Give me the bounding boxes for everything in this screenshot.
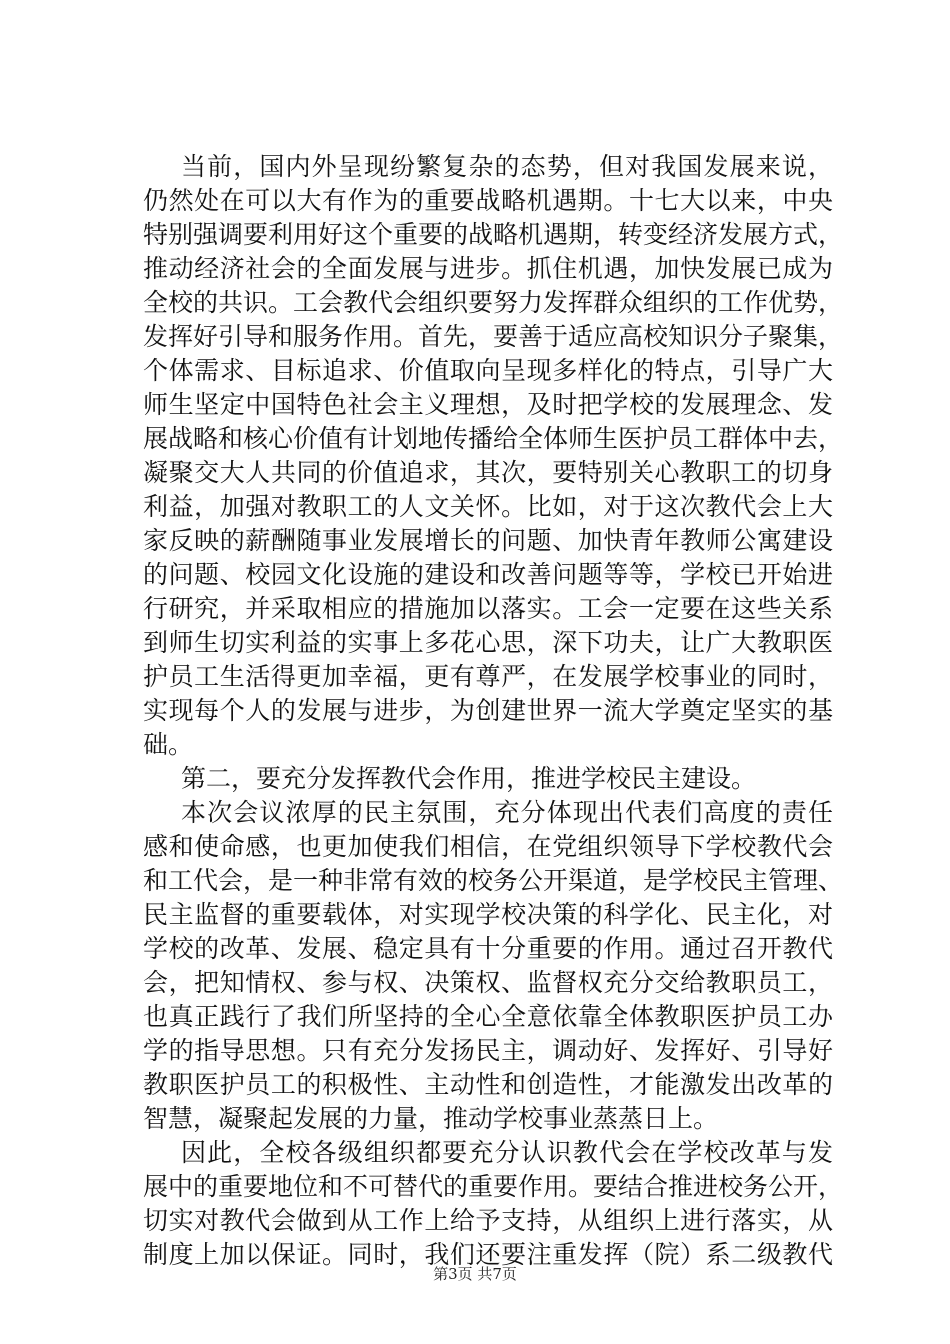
text-line: 利益，加强对教职工的人文关怀。比如，对于这次教代会上大	[143, 492, 833, 521]
text-line: 个体需求、目标追求、价值取向呈现多样化的特点，引导广大	[143, 356, 833, 385]
text-line: 展中的重要地位和不可替代的重要作用。要结合推进校务公开，	[143, 1172, 844, 1201]
text-line: 展战略和核心价值有计划地传播给全体师生医护员工群体中去，	[143, 424, 844, 453]
text-line: 教职医护员工的积极性、主动性和创造性，才能激发出改革的	[143, 1070, 833, 1099]
text-line: 智慧，凝聚起发展的力量，推动学校事业蒸蒸日上。	[143, 1104, 719, 1133]
text-line: 师生坚定中国特色社会主义理想，及时把学校的发展理念、发	[143, 390, 833, 419]
text-line: 也真正践行了我们所坚持的全心全意依靠全体教职医护员工办	[143, 1002, 833, 1031]
text-line: 推动经济社会的全面发展与进步。抓住机遇，加快发展已成为	[143, 254, 833, 283]
text-line: 行研究，并采取相应的措施加以落实。工会一定要在这些关系	[143, 594, 833, 623]
text-line: 和工代会，是一种非常有效的校务公开渠道，是学校民主管理、	[143, 866, 844, 895]
text-line: 本次会议浓厚的民主氛围，充分体现出代表们高度的责任	[181, 798, 833, 827]
text-line: 感和使命感，也更加使我们相信，在党组织领导下学校教代会	[143, 832, 833, 861]
text-line: 会，把知情权、参与权、决策权、监督权充分交给教职员工，	[143, 968, 833, 997]
text-line: 家反映的薪酬随事业发展增长的问题、加快青年教师公寓建设	[143, 526, 833, 555]
text-line: 特别强调要利用好这个重要的战略机遇期，转变经济发展方式，	[143, 220, 844, 249]
text-line: 因此，全校各级组织都要充分认识教代会在学校改革与发	[181, 1138, 833, 1167]
text-line: 础。	[143, 730, 194, 759]
text-line: 学校的改革、发展、稳定具有十分重要的作用。通过召开教代	[143, 934, 833, 963]
text-line: 全校的共识。工会教代会组织要努力发挥群众组织的工作优势，	[143, 288, 844, 317]
text-line: 民主监督的重要载体，对实现学校决策的科学化、民主化，对	[143, 900, 833, 929]
text-line: 护员工生活得更加幸福，更有尊严，在发展学校事业的同时，	[143, 662, 833, 691]
section-heading: 第二，要充分发挥教代会作用，推进学校民主建设。	[181, 764, 757, 793]
text-line: 切实对教代会做到从工作上给予支持，从组织上进行落实，从	[143, 1206, 833, 1235]
text-line: 发挥好引导和服务作用。首先，要善于适应高校知识分子聚集，	[143, 322, 844, 351]
text-line: 学的指导思想。只有充分发扬民主，调动好、发挥好、引导好	[143, 1036, 833, 1065]
page-number-footer: 第3页 共7页	[433, 1265, 517, 1283]
text-line: 凝聚交大人共同的价值追求，其次，要特别关心教职工的切身	[143, 458, 833, 487]
text-line: 仍然处在可以大有作为的重要战略机遇期。十七大以来，中央	[143, 186, 833, 215]
text-line: 实现每个人的发展与进步，为创建世界一流大学奠定坚实的基	[143, 696, 833, 725]
text-line: 制度上加以保证。同时，我们还要注重发挥（院）系二级教代	[143, 1240, 833, 1269]
text-line: 到师生切实利益的实事上多花心思，深下功夫，让广大教职医	[143, 628, 833, 657]
body-text	[143, 150, 844, 1272]
text-line: 当前，国内外呈现纷繁复杂的态势，但对我国发展来说，	[181, 152, 833, 181]
text-line: 的问题、校园文化设施的建设和改善问题等等，学校已开始进	[143, 560, 833, 589]
